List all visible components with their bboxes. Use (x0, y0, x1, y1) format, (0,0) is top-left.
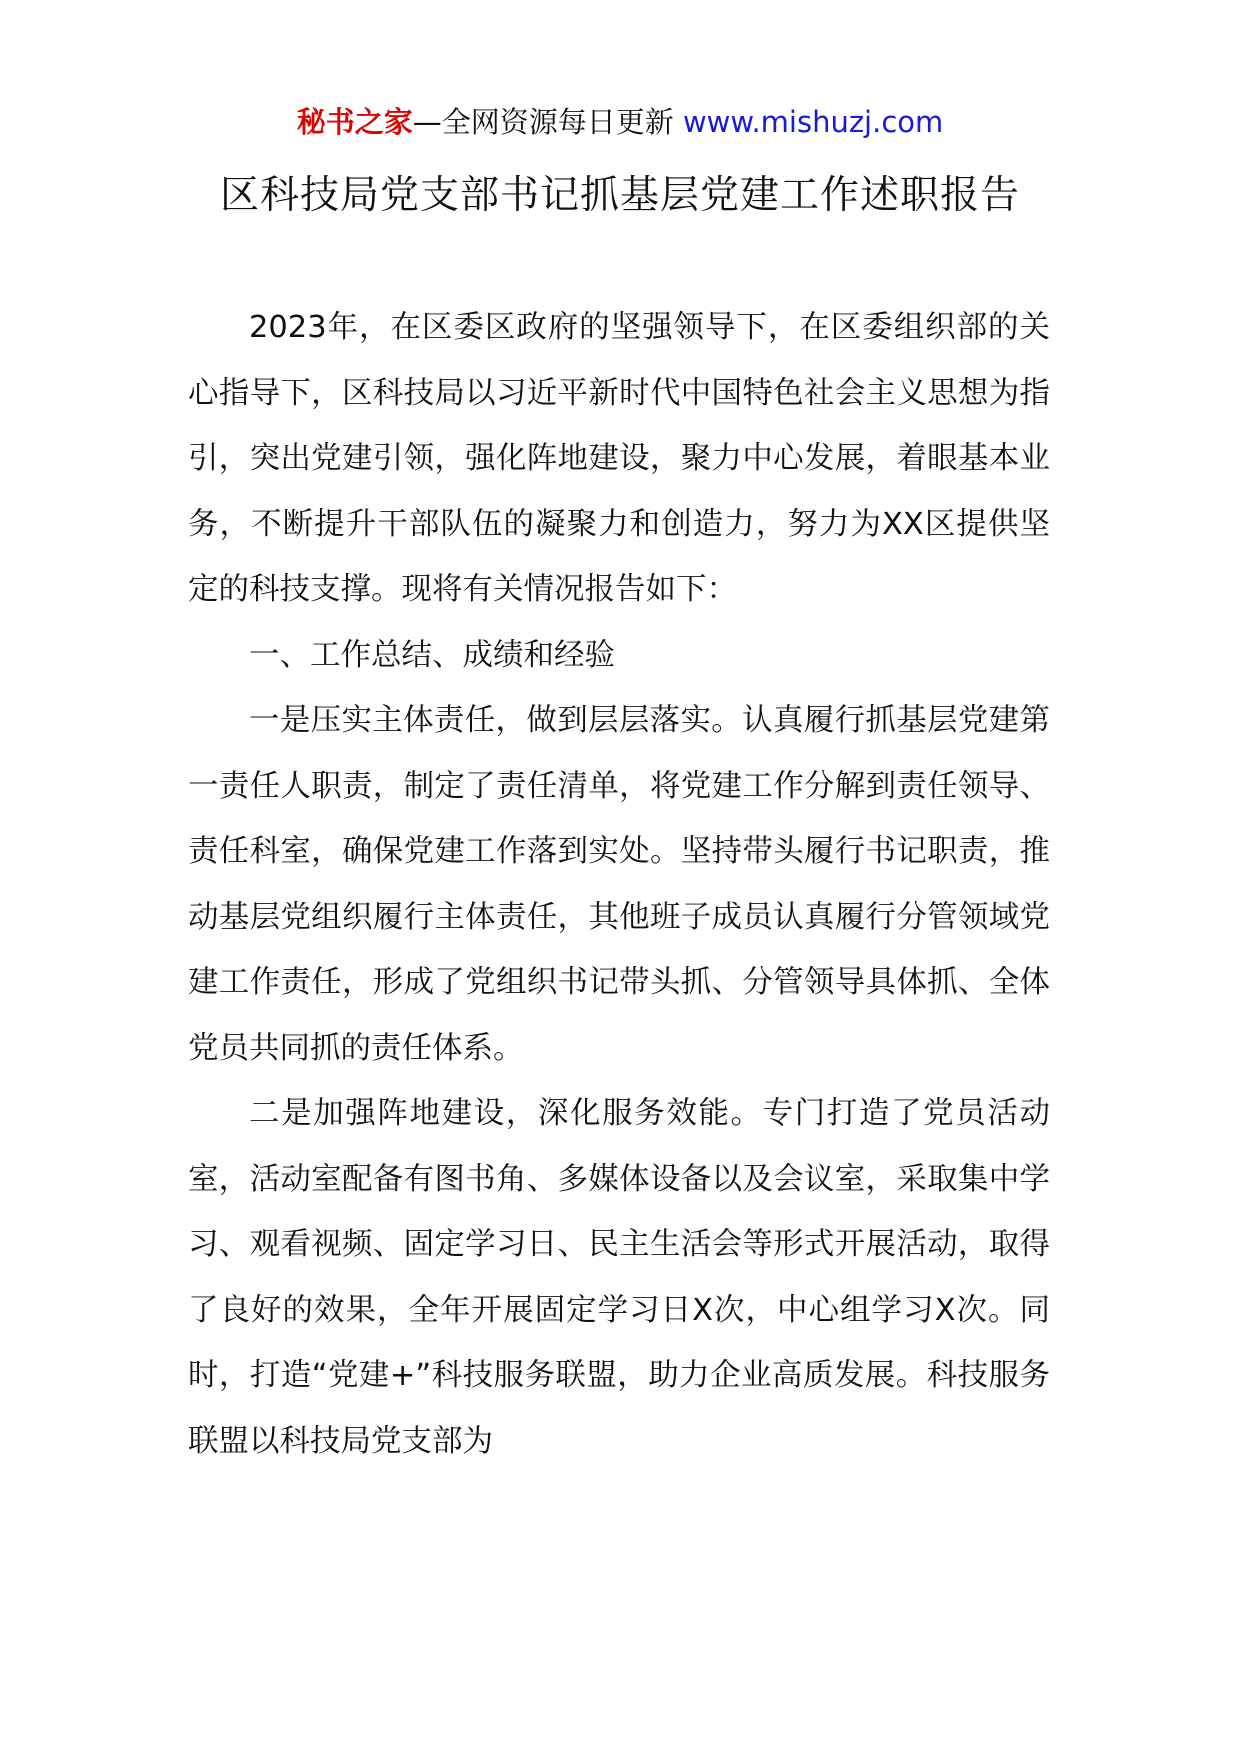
document-title: 区科技局党支部书记抓基层党建工作述职报告 (219, 173, 1020, 218)
intro-paragraph: 2023年，在区委区政府的坚强领导下，在区委组织部的关心指导下，区科技局以习近平新时代中国特色社会主义思想为指引，突出党建引领，强化阵地建设，聚力中心发展，着眼基本业务，不断提升干部队伍的凝聚力和创造力，努力为XX区提供坚定的科技支撑。现将有关情况报告如下： (188, 310, 1050, 607)
body-paragraph: 二是加强阵地建设，深化服务效能。专门打造了党员活动室，活动室配备有图书角、多媒体设备以及会议室，采取集中学习、观看视频、固定学习日、民主生活会等形式开展活动，取得了良好的效果，全年开展固定学习日X次，中心组学习X次。同时，打造“党建+”科技服务联盟，助力企业高质发展。科技服务联盟以科技局党支部为 (188, 1096, 1050, 1459)
site-brand: 秘书之家 (296, 105, 413, 139)
document-body (188, 295, 1050, 1474)
site-header (0, 100, 1240, 144)
body-paragraph: 一是压实主体责任，做到层层落实。认真履行抓基层党建第一责任人职责，制定了责任清单，将党建工作分解到责任领导、责任科室，确保党建工作落到实处。坚持带头履行书记职责，推动基层党组织履行主体责任，其他班子成员认真履行分管领域党建工作责任，形成了党组织书记带头抓、分管领导具体抓、全体党员共同抓的责任体系。 (188, 703, 1050, 1066)
section-heading: 一、工作总结、成绩和经验 (249, 637, 615, 673)
site-tagline: —全网资源每日更新 (412, 105, 674, 139)
site-url-link[interactable]: www.mishuzj.com (682, 105, 944, 139)
